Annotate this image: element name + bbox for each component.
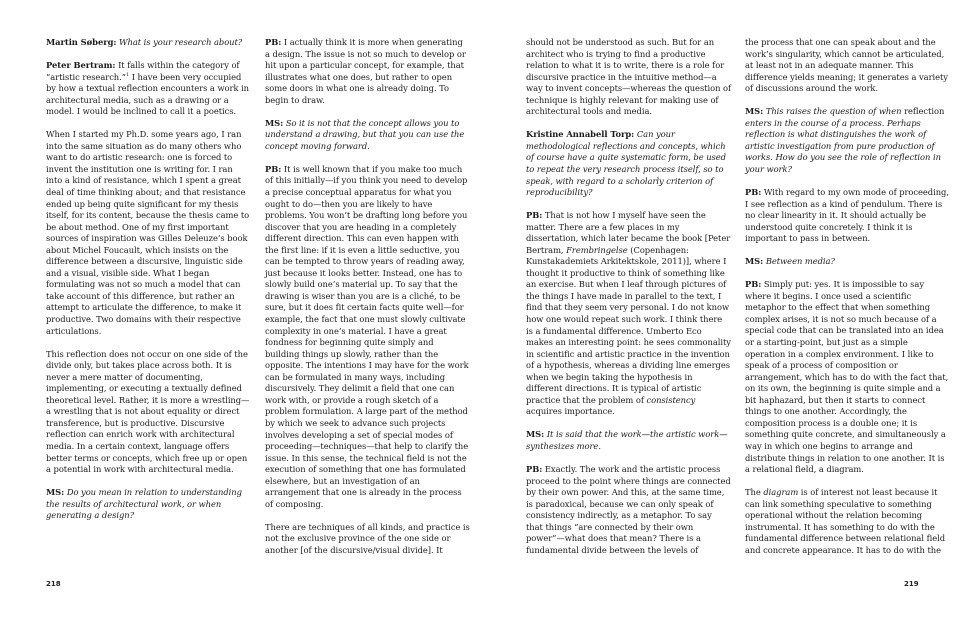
speaker-label: PB: (745, 187, 762, 198)
book-title: Frembringelse (566, 244, 628, 255)
answer-text: That is not how I myself have seen the matter. There are a few places in my dissertation, which later became the book [Peter Bertram, (526, 210, 731, 255)
speaker-label: MS: (46, 487, 65, 498)
answer-text-continued: I have been very occupied by how a textual reflection encounters a work in architectural media, such as a drawing or a model. I would be inclined to call it a poetics. (46, 71, 250, 117)
answer-text: the process that one can speak about and the work’s singularity, which cannot be articulated, at least not in an adequate manner. This difference yields meaning; it generates a variety of discussions around the work. (745, 37, 948, 94)
answer-text: With regard to my own mode of proceeding, I see reflection as a kind of pendulum. There is no clear linearity in it. It should actually be understood quite concretely. I think it is important to pass in between. (745, 187, 949, 244)
answer-text: should not be understood as such. But for an architect who is trying to find a productive relation to what it is to write, there is a role for discursive practice in the intuitive method—a way to invent concepts—whereas the question of technique is highly relevant for making use of architectural tools and media. (526, 37, 732, 117)
interview-paragraph (526, 429, 731, 452)
question-text: This raises the question of when (765, 106, 905, 117)
interview-paragraph (46, 37, 251, 49)
speaker-label: MS: (745, 106, 764, 117)
speaker-label: Martin Søberg: (46, 37, 117, 47)
interview-paragraph (265, 37, 470, 106)
answer-text-end: acquires importance. (526, 406, 615, 417)
interview-paragraph (46, 349, 251, 476)
answer-text: I actually think it is more when generating a design. The issue is not so much to develop or hit upon a particular concept, for example, that illustrates what one does, but rather to open some doors in what one is already doing. To begin to draw. (265, 37, 466, 105)
answer-text: It is well known that if you make too much of this initially—if you think you need to develop a precise conceptual apparatus for what you ought to do—then you are likely to have problems. You won’t be drafting long before you discover that you are heading in a completely different direction. This can even happen with the first line: if it is even a little seductive, you can be tempted to throw years of reading away, just because it looks better. Instead, one has to slowly build one’s material up. To say that the drawing is wiser than you are is a cliché, to be sure, but it does fit certain facts quite well—for example, the fact that one must slowly cultivate complexity in one’s material. I have a great fondness for beginning quite simply and building things up slowly, rather than the opposite. The intentions I may have for the work can be formulated in many ways, including discursively. They delimit a field that one can work with, or provide a rough sketch of a problem formulation. A large part of the method by which we seek to advance such projects involves developing a set of special modes of proceeding—techniques—that help to clarify the issue. In this sense, the technical field is not the execution of something that one has formulated elsewhere, but an investigation of an arrangement that one is already in the process of composing. (265, 163, 469, 509)
question-text: What is your research about? (119, 37, 243, 47)
question-text: Between media? (765, 256, 835, 267)
footnote-marker: 1 (125, 71, 130, 78)
interview-paragraph (265, 118, 470, 153)
right-page-column-2 (745, 37, 950, 568)
answer-text: Exactly. The work and the artistic process proceed to the point where things are connected by their own power. And this, at the same time, is paradoxical, because we can only speak of consistency indirectly, as a metaphor. To say that things “are connected by their own power”—what does that mean? There is a fundamental divide between the levels of (526, 464, 731, 555)
interview-paragraph (526, 210, 731, 418)
answer-text: When I started my Ph.D. some years ago, I ran into the same situation as do many others who want to do artistic research: one is forced to invent the institution one is writing for. I ran into a kind of resistance, which I spent a great deal of time thinking about; and that resistance ended up being quite significant for my thesis itself, for its content, because the thesis came to be about method. One of my first important sources of inspiration was Gilles Deleuze’s book about Michel Foucault, which insists on the difference between a discursive, linguistic side and a visual, visible side. What I began formulating was not so much a model that can take account of this difference, but rather an attempt to articulate the difference, to make it productive. Two domains with their respective articulations. (46, 129, 250, 336)
speaker-label: PB: (745, 279, 762, 290)
interview-paragraph (526, 37, 731, 118)
question-text: So it is not that the concept allows you to understand a drawing, but that you can use the concept moving forward. (265, 117, 465, 151)
page-number-right: 219 (904, 580, 919, 588)
interview-paragraph (745, 37, 950, 95)
emphasized-word: consistency (646, 394, 696, 405)
question-text-continued: enters in the course of a process. Perhaps reflection is what distinguishes the work of artistic investigation from pure production of works. How do you see the role of reflection in your work? (745, 117, 941, 174)
question-text: It is said that the work—the artistic work—synthesizes more. (526, 429, 728, 451)
interview-paragraph (46, 487, 251, 522)
plain-word: reflection (904, 106, 945, 117)
page-number-left: 218 (46, 580, 61, 588)
interview-paragraph (745, 487, 950, 556)
speaker-label: MS: (526, 429, 545, 440)
left-page-column-1 (46, 37, 251, 533)
interview-paragraph (745, 106, 950, 175)
question-text: Can your methodological reflections and concepts, which of course have a quite systematic form, be used to repeat the very research process itself, so to speak, with regard to a scholarly criterion of reproducibility? (526, 129, 726, 198)
interview-paragraph (526, 464, 731, 556)
speaker-label: MS: (265, 117, 284, 128)
emphasized-word: diagram (763, 487, 799, 498)
speaker-label: Peter Bertram: (46, 60, 116, 71)
interview-paragraph (526, 129, 731, 198)
interview-paragraph (265, 522, 470, 557)
interview-paragraph (745, 279, 950, 475)
answer-text: It falls within the category of “artistic research.” (46, 60, 240, 82)
interview-paragraph (46, 60, 251, 118)
answer-text-continued: (Copenhagen: Kunstakademiets Arkitektskole, 2011)], where I thought it productive to think of something like an exercise. But when I leaf through pictures of the things I have made in parallel to the text, I find that they seem very personal. I do not know how one would repeat such work. I think there is a fundamental difference. Umberto Eco makes an interesting point: he sees commonality in scientific and artistic practice in the invention of a hypothesis, whereas a dividing line emerges when we begin taking the hypothesis in different directions. It is typical of artistic practice that the problem of (526, 244, 731, 405)
right-page-column-1 (526, 37, 731, 568)
interview-paragraph (745, 187, 950, 245)
speaker-label: Kristine Annabell Torp: (526, 129, 635, 140)
answer-text: Simply put: yes. It is impossible to say where it begins. I once used a scientific metaphor to the effect that when something complex arises, it is not so much because of a special code that can be translated into an idea or a starting-point, but just as a simple operation in a complex environment. I like to speak of a process of composition or arrangement, which has to do with the fact that, on its own, the beginning is quite simple and a bit haphazard, but then it starts to connect things to one another. Accordingly, the composition process is a double one; it is something quite concrete, and simultaneously a way in which one begins to arrange and distribute things in relation to one another. It is a relational field, a diagram. (745, 279, 949, 475)
question-text: Do you mean in relation to understanding the results of architectural work, or when generating a design? (46, 487, 242, 521)
speaker-label: MS: (745, 256, 764, 267)
answer-text: There are techniques of all kinds, and practice is not the exclusive province of the one side or another [of the discursive/visual divide]. It (265, 521, 470, 555)
interview-paragraph (745, 256, 950, 268)
interview-paragraph (46, 129, 251, 337)
speaker-label: PB: (265, 163, 282, 174)
answer-text-prefix: The (745, 487, 764, 498)
left-page-column-2 (265, 37, 470, 568)
speaker-label: PB: (526, 464, 543, 475)
interview-paragraph (265, 164, 470, 510)
right-page (480, 0, 960, 617)
answer-text: is of interest not least because it can link something speculative to something operational without the relation becoming instrumental. It has something to do with the fundamental difference between relational field and concrete appearance. It has to do with the (745, 487, 946, 555)
answer-text: This reflection does not occur on one side of the divide only, but takes place across both. It is never a mere matter of documenting, implementing, or executing a textually defined theoretical level. Rather, it is more a wrestling—a wrestling that is not about equality or direct transference, but is productive. Discursive reflection can enrich work with architectural media. In a certain context, language offers better terms or concepts, which free up or open a potential in work with architectural media. (46, 348, 250, 475)
speaker-label: PB: (526, 210, 543, 221)
speaker-label: PB: (265, 37, 282, 47)
